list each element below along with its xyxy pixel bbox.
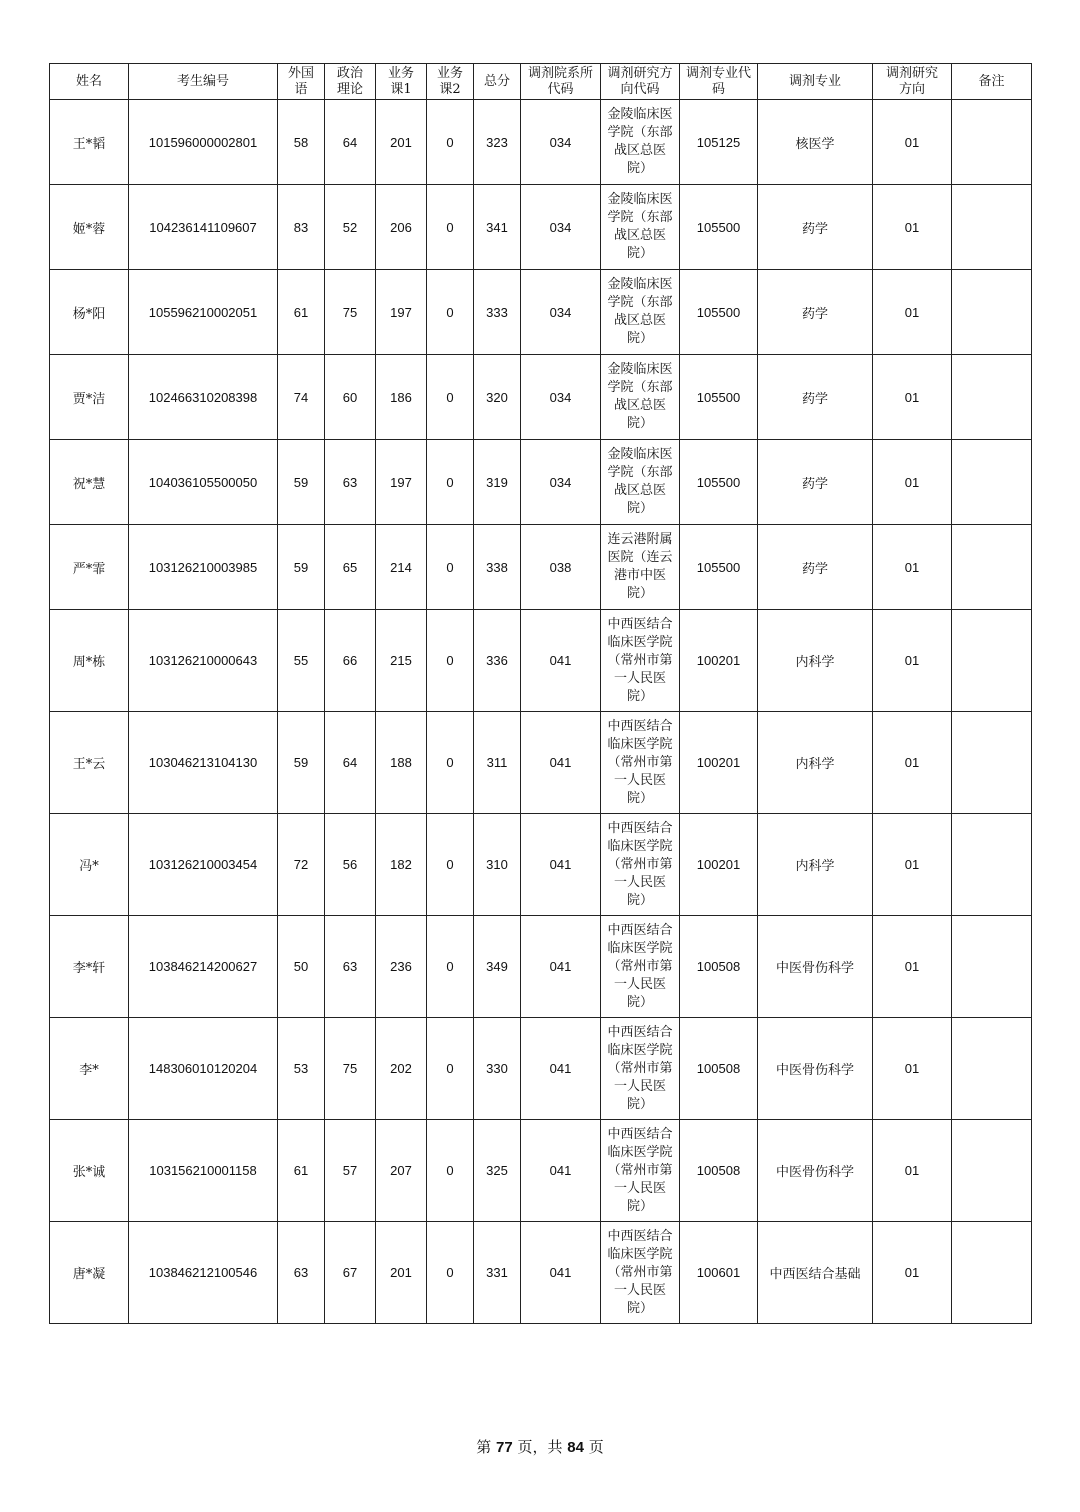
total-score-cell: 311 [474, 712, 521, 814]
major-code-cell: 100601 [680, 1222, 758, 1324]
direction-cell: 01 [873, 100, 952, 185]
total-score-cell: 320 [474, 355, 521, 440]
major-code-cell: 105500 [680, 355, 758, 440]
name-cell: 李* [50, 1018, 129, 1120]
dept-name-line: 临床医学院 [607, 736, 673, 752]
exam-id-cell: 104236141109607 [129, 185, 278, 270]
dept-name-line: 临床医学院 [607, 1144, 673, 1160]
course2-score-cell: 0 [427, 610, 474, 712]
dept-code-cell: 041 [521, 814, 601, 916]
header-major-code: 调剂专业代 码 [680, 64, 758, 100]
major-code-cell: 105500 [680, 185, 758, 270]
exam-id-cell: 103046213104130 [129, 712, 278, 814]
direction-cell: 01 [873, 610, 952, 712]
dept-name-line: 战区总医 [613, 313, 666, 328]
dept-code-cell: 038 [521, 525, 601, 610]
foreign-score-cell: 59 [278, 712, 325, 814]
dept-name-line: 金陵临床医 [607, 362, 673, 377]
header-dept-code: 调剂院系所 代码 [521, 64, 601, 100]
politics-score-cell: 64 [325, 712, 376, 814]
dept-name-line: 金陵临床医 [607, 192, 673, 207]
dept-name-line: 一人民医 [613, 874, 666, 890]
table-row [50, 814, 1032, 916]
dept-code-cell: 041 [521, 1222, 601, 1324]
politics-score-cell: 75 [325, 1018, 376, 1120]
exam-id-cell: 103846212100546 [129, 1222, 278, 1324]
name-cell: 王*云 [50, 712, 129, 814]
exam-id-cell: 148306010120204 [129, 1018, 278, 1120]
major-code-cell: 105125 [680, 100, 758, 185]
dept-name-line: 一人民医 [613, 1180, 666, 1196]
course1-score-cell: 201 [376, 100, 427, 185]
dept-name-cell [601, 712, 680, 814]
total-score-cell: 333 [474, 270, 521, 355]
dept-name-line: 院） [626, 1096, 653, 1112]
major-cell: 中医骨伤科学 [758, 1120, 873, 1222]
dept-name-line: 院） [626, 586, 653, 601]
major-code-cell: 100508 [680, 916, 758, 1018]
dept-code-cell: 041 [521, 712, 601, 814]
dept-name-line: 中西医结合 [607, 1126, 673, 1142]
direction-cell: 01 [873, 1222, 952, 1324]
dept-name-line: 中西医结合 [607, 616, 673, 632]
dept-name-line: （常州市第 [607, 856, 673, 872]
dept-name-line: 战区总医 [613, 143, 666, 158]
course2-score-cell: 0 [427, 100, 474, 185]
table-row [50, 185, 1032, 270]
total-score-cell: 336 [474, 610, 521, 712]
dept-name-line: 学院（东部 [607, 210, 673, 225]
table-header [50, 64, 1032, 100]
remarks-cell [952, 185, 1032, 270]
course2-score-cell: 0 [427, 1222, 474, 1324]
major-cell: 中医骨伤科学 [758, 916, 873, 1018]
major-code-cell: 100201 [680, 712, 758, 814]
dept-name-cell [601, 916, 680, 1018]
dept-name-line: （常州市第 [607, 958, 673, 974]
direction-cell: 01 [873, 525, 952, 610]
foreign-score-cell: 53 [278, 1018, 325, 1120]
name-cell: 祝*慧 [50, 440, 129, 525]
dept-name-line: 中西医结合 [607, 1024, 673, 1040]
dept-name-cell [601, 1120, 680, 1222]
header-name: 姓名 [50, 64, 129, 100]
major-code-cell: 105500 [680, 440, 758, 525]
dept-name-line: 临床医学院 [607, 1246, 673, 1262]
course1-score-cell: 206 [376, 185, 427, 270]
dept-name-line: 院） [626, 161, 653, 176]
remarks-cell [952, 440, 1032, 525]
dept-name-line: 中西医结合 [607, 820, 673, 836]
direction-cell: 01 [873, 440, 952, 525]
remarks-cell [952, 712, 1032, 814]
major-cell: 核医学 [758, 100, 873, 185]
direction-cell: 01 [873, 1018, 952, 1120]
dept-name-line: 金陵临床医 [607, 447, 673, 462]
table-body [50, 100, 1032, 1324]
total-score-cell: 349 [474, 916, 521, 1018]
foreign-score-cell: 63 [278, 1222, 325, 1324]
course2-score-cell: 0 [427, 440, 474, 525]
course1-score-cell: 201 [376, 1222, 427, 1324]
dept-name-line: 医院（连云 [607, 550, 673, 565]
dept-name-line: 一人民医 [613, 1282, 666, 1298]
table-row [50, 1018, 1032, 1120]
major-code-cell: 105500 [680, 270, 758, 355]
dept-name-line: 临床医学院 [607, 940, 673, 956]
dept-name-line: 一人民医 [613, 772, 666, 788]
major-cell: 药学 [758, 185, 873, 270]
name-cell: 王*韬 [50, 100, 129, 185]
major-code-cell: 100508 [680, 1120, 758, 1222]
politics-score-cell: 63 [325, 916, 376, 1018]
foreign-score-cell: 74 [278, 355, 325, 440]
politics-score-cell: 57 [325, 1120, 376, 1222]
dept-name-line: 学院（东部 [607, 295, 673, 310]
table-row [50, 355, 1032, 440]
dept-code-cell: 041 [521, 1120, 601, 1222]
major-cell: 内科学 [758, 712, 873, 814]
dept-code-cell: 034 [521, 355, 601, 440]
direction-cell: 01 [873, 916, 952, 1018]
dept-name-cell [601, 440, 680, 525]
exam-id-cell: 103126210003985 [129, 525, 278, 610]
politics-score-cell: 56 [325, 814, 376, 916]
remarks-cell [952, 1120, 1032, 1222]
course1-score-cell: 186 [376, 355, 427, 440]
footer-prefix: 第 [476, 1438, 492, 1456]
name-cell: 唐*凝 [50, 1222, 129, 1324]
dept-name-line: 金陵临床医 [607, 107, 673, 122]
header-research-direction: 调剂研究 方向 [873, 64, 952, 100]
exam-id-cell: 105596210002051 [129, 270, 278, 355]
foreign-score-cell: 61 [278, 1120, 325, 1222]
header-politics: 政治 理论 [325, 64, 376, 100]
name-cell: 李*轩 [50, 916, 129, 1018]
foreign-score-cell: 50 [278, 916, 325, 1018]
course2-score-cell: 0 [427, 712, 474, 814]
exam-id-cell: 101596000002801 [129, 100, 278, 185]
name-cell: 周*栋 [50, 610, 129, 712]
major-code-cell: 105500 [680, 525, 758, 610]
name-cell: 姬*蓉 [50, 185, 129, 270]
dept-name-line: 临床医学院 [607, 838, 673, 854]
course1-score-cell: 214 [376, 525, 427, 610]
table-row [50, 1120, 1032, 1222]
total-score-cell: 341 [474, 185, 521, 270]
current-page-number: 77 [496, 1439, 513, 1456]
dept-name-cell [601, 270, 680, 355]
dept-name-line: 院） [626, 246, 653, 261]
direction-cell: 01 [873, 185, 952, 270]
exam-id-cell: 103846214200627 [129, 916, 278, 1018]
remarks-cell [952, 916, 1032, 1018]
footer-middle: 页，共 [517, 1438, 563, 1456]
politics-score-cell: 75 [325, 270, 376, 355]
dept-name-line: 一人民医 [613, 670, 666, 686]
dept-name-line: 院） [626, 1300, 653, 1316]
course1-score-cell: 236 [376, 916, 427, 1018]
dept-name-cell [601, 610, 680, 712]
table-row [50, 1222, 1032, 1324]
course2-score-cell: 0 [427, 1120, 474, 1222]
dept-name-cell [601, 525, 680, 610]
remarks-cell [952, 610, 1032, 712]
dept-name-line: 院） [626, 501, 653, 516]
total-score-cell: 330 [474, 1018, 521, 1120]
remarks-cell [952, 525, 1032, 610]
major-cell: 内科学 [758, 610, 873, 712]
dept-code-cell: 041 [521, 610, 601, 712]
course1-score-cell: 202 [376, 1018, 427, 1120]
course1-score-cell: 197 [376, 270, 427, 355]
footer-suffix: 页 [588, 1438, 604, 1456]
dept-name-line: （常州市第 [607, 652, 673, 668]
dept-name-line: 院） [626, 416, 653, 431]
name-cell: 杨*阳 [50, 270, 129, 355]
total-page-count: 84 [567, 1439, 584, 1456]
exam-id-cell: 103156210001158 [129, 1120, 278, 1222]
dept-name-line: 一人民医 [613, 1078, 666, 1094]
major-code-cell: 100201 [680, 610, 758, 712]
direction-cell: 01 [873, 355, 952, 440]
direction-cell: 01 [873, 270, 952, 355]
course1-score-cell: 207 [376, 1120, 427, 1222]
remarks-cell [952, 355, 1032, 440]
dept-name-line: （常州市第 [607, 1264, 673, 1280]
name-cell: 张*诚 [50, 1120, 129, 1222]
dept-code-cell: 034 [521, 440, 601, 525]
header-direction-dept: 调剂研究方 向代码 [601, 64, 680, 100]
header-course-2: 业务 课2 [427, 64, 474, 100]
foreign-score-cell: 59 [278, 525, 325, 610]
table-row [50, 916, 1032, 1018]
dept-name-cell [601, 185, 680, 270]
admission-table [49, 63, 1032, 1324]
dept-code-cell: 034 [521, 270, 601, 355]
dept-name-cell [601, 355, 680, 440]
direction-cell: 01 [873, 814, 952, 916]
remarks-cell [952, 1018, 1032, 1120]
direction-cell: 01 [873, 712, 952, 814]
dept-name-line: 连云港附属 [607, 532, 673, 547]
table-row [50, 610, 1032, 712]
course2-score-cell: 0 [427, 525, 474, 610]
politics-score-cell: 66 [325, 610, 376, 712]
exam-id-cell: 103126210000643 [129, 610, 278, 712]
dept-name-line: （常州市第 [607, 1060, 673, 1076]
table-row [50, 100, 1032, 185]
major-cell: 中西医结合基础 [758, 1222, 873, 1324]
politics-score-cell: 52 [325, 185, 376, 270]
course1-score-cell: 215 [376, 610, 427, 712]
dept-name-line: 学院（东部 [607, 465, 673, 480]
header-total-score: 总分 [474, 64, 521, 100]
dept-name-line: 战区总医 [613, 228, 666, 243]
name-cell: 冯* [50, 814, 129, 916]
foreign-score-cell: 58 [278, 100, 325, 185]
header-row [50, 64, 1032, 100]
table-row [50, 440, 1032, 525]
dept-name-line: 战区总医 [613, 398, 666, 413]
remarks-cell [952, 100, 1032, 185]
foreign-score-cell: 59 [278, 440, 325, 525]
header-major: 调剂专业 [758, 64, 873, 100]
dept-name-line: 学院（东部 [607, 125, 673, 140]
remarks-cell [952, 270, 1032, 355]
total-score-cell: 325 [474, 1120, 521, 1222]
dept-name-line: 港市中医 [613, 568, 666, 583]
dept-code-cell: 041 [521, 916, 601, 1018]
course2-score-cell: 0 [427, 355, 474, 440]
major-cell: 药学 [758, 440, 873, 525]
direction-cell: 01 [873, 1120, 952, 1222]
page-footer [0, 1436, 1080, 1457]
politics-score-cell: 67 [325, 1222, 376, 1324]
header-course-1: 业务 课1 [376, 64, 427, 100]
dept-name-line: 院） [626, 1198, 653, 1214]
dept-name-cell [601, 814, 680, 916]
major-cell: 药学 [758, 355, 873, 440]
dept-name-line: 院） [626, 790, 653, 806]
major-cell: 内科学 [758, 814, 873, 916]
course2-score-cell: 0 [427, 916, 474, 1018]
table-row [50, 270, 1032, 355]
table-row [50, 712, 1032, 814]
header-foreign-language: 外国 语 [278, 64, 325, 100]
header-remarks: 备注 [952, 64, 1032, 100]
dept-name-line: 临床医学院 [607, 1042, 673, 1058]
dept-name-line: 院） [626, 331, 653, 346]
politics-score-cell: 65 [325, 525, 376, 610]
dept-name-line: 中西医结合 [607, 718, 673, 734]
total-score-cell: 338 [474, 525, 521, 610]
course2-score-cell: 0 [427, 270, 474, 355]
dept-name-cell [601, 1222, 680, 1324]
dept-code-cell: 034 [521, 100, 601, 185]
dept-name-line: 院） [626, 892, 653, 908]
course1-score-cell: 182 [376, 814, 427, 916]
major-code-cell: 100201 [680, 814, 758, 916]
foreign-score-cell: 72 [278, 814, 325, 916]
course2-score-cell: 0 [427, 1018, 474, 1120]
remarks-cell [952, 814, 1032, 916]
politics-score-cell: 64 [325, 100, 376, 185]
name-cell: 严*霏 [50, 525, 129, 610]
name-cell: 贾*洁 [50, 355, 129, 440]
major-cell: 药学 [758, 270, 873, 355]
dept-name-line: 战区总医 [613, 483, 666, 498]
dept-name-line: 中西医结合 [607, 1228, 673, 1244]
exam-id-cell: 102466310208398 [129, 355, 278, 440]
dept-name-line: 一人民医 [613, 976, 666, 992]
exam-id-cell: 104036105500050 [129, 440, 278, 525]
course1-score-cell: 188 [376, 712, 427, 814]
total-score-cell: 331 [474, 1222, 521, 1324]
dept-name-cell [601, 100, 680, 185]
dept-name-line: 金陵临床医 [607, 277, 673, 292]
dept-code-cell: 041 [521, 1018, 601, 1120]
exam-id-cell: 103126210003454 [129, 814, 278, 916]
header-exam-id: 考生编号 [129, 64, 278, 100]
foreign-score-cell: 55 [278, 610, 325, 712]
total-score-cell: 323 [474, 100, 521, 185]
dept-name-line: 临床医学院 [607, 634, 673, 650]
course2-score-cell: 0 [427, 185, 474, 270]
total-score-cell: 310 [474, 814, 521, 916]
dept-code-cell: 034 [521, 185, 601, 270]
dept-name-line: （常州市第 [607, 1162, 673, 1178]
course2-score-cell: 0 [427, 814, 474, 916]
dept-name-line: 学院（东部 [607, 380, 673, 395]
course1-score-cell: 197 [376, 440, 427, 525]
dept-name-line: （常州市第 [607, 754, 673, 770]
foreign-score-cell: 83 [278, 185, 325, 270]
major-cell: 中医骨伤科学 [758, 1018, 873, 1120]
remarks-cell [952, 1222, 1032, 1324]
politics-score-cell: 63 [325, 440, 376, 525]
foreign-score-cell: 61 [278, 270, 325, 355]
politics-score-cell: 60 [325, 355, 376, 440]
major-cell: 药学 [758, 525, 873, 610]
dept-name-line: 院） [626, 688, 653, 704]
dept-name-line: 院） [626, 994, 653, 1010]
dept-name-line: 中西医结合 [607, 922, 673, 938]
major-code-cell: 100508 [680, 1018, 758, 1120]
total-score-cell: 319 [474, 440, 521, 525]
table-row [50, 525, 1032, 610]
dept-name-cell [601, 1018, 680, 1120]
